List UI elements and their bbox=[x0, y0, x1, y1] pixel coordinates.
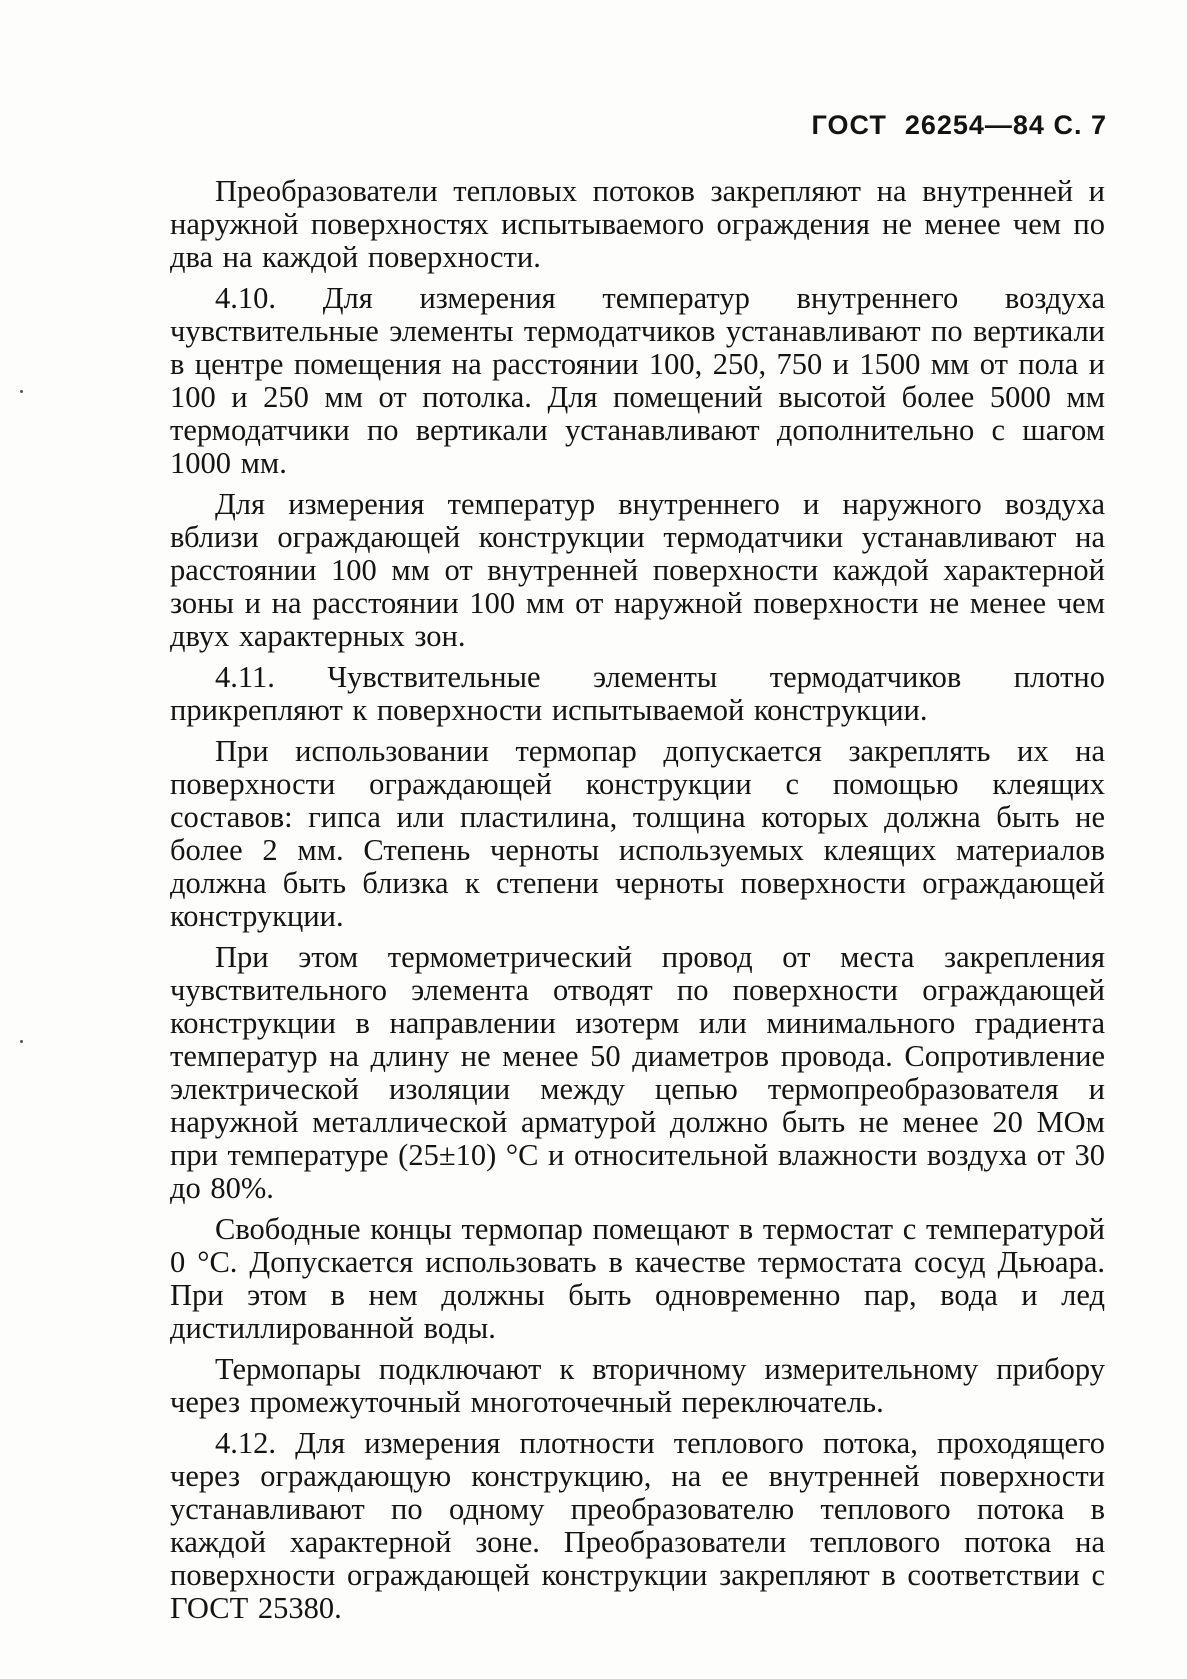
document-body bbox=[170, 175, 1105, 1633]
page-number: С. 7 bbox=[1053, 110, 1107, 140]
paragraph-4-10: 4.10. Для измерения температур внутреннего воздуха чувствительные элементы термодатчиков устанавливают по вертикали в центре помещения на расстоянии 100, 250, 750 и 1500 мм от пола и 100 и 250 мм от потолка. Для помещений высотой более 5000 мм термодатчики по вертикали устанавливают дополнительно с шагом 1000 мм. bbox=[170, 281, 1105, 480]
paragraph-4-12: 4.12. Для измерения плотности теплового потока, проходящего через ограждающую конструкцию, на ее внутренней поверхности устанавливают по одному преобразователю теплового потока в каждой характерной зоне. Преобразователи теплового потока на поверхности ограждающей конструкции закрепляют в соответствии с ГОСТ 25380. bbox=[170, 1426, 1105, 1625]
standard-number: 26254—84 bbox=[904, 110, 1045, 140]
paragraph-switch: Термопары подключают к вторичному измерительному прибору через промежуточный многоточечный переключатель. bbox=[170, 1352, 1105, 1419]
paragraph-thermocouple-fixing: При использовании термопар допускается закреплять их на поверхности ограждающей конструкции с помощью клеящих составов: гипса или пластилина, толщина которых должна быть не более 2 мм. Степень черноты используемых клеящих материалов должна быть близка к степени черноты поверхности ограждающей конструкции. bbox=[170, 734, 1105, 933]
standard-label: ГОСТ bbox=[811, 110, 887, 140]
scan-speck bbox=[20, 1040, 23, 1043]
paragraph-heat-flux-converters: Преобразователи тепловых потоков закрепляют на внутренней и наружной поверхностях испытываемого ограждения не менее чем по два на каждой поверхности. bbox=[170, 174, 1105, 274]
paragraph-air-near-enclosure: Для измерения температур внутреннего и наружного воздуха вблизи ограждающей конструкции термодатчики устанавливают на расстоянии 100 мм от внутренней поверхности каждой характерной зоны и на расстоянии 100 мм от наружной поверхности не менее чем двух характерных зон. bbox=[170, 487, 1105, 653]
page-header bbox=[812, 110, 1107, 141]
scan-speck bbox=[20, 390, 23, 393]
paragraph-4-11: 4.11. Чувствительные элементы термодатчиков плотно прикрепляют к поверхности испытываемой конструкции. bbox=[170, 660, 1105, 727]
paragraph-thermometric-wire: При этом термометрический провод от места закрепления чувствительного элемента отводят по поверхности ограждающей конструкции в направлении изотерм или минимального градиента температур на длину не менее 50 диаметров провода. Сопротивление электрической изоляции между цепью термопреобразователя и наружной металлической арматурой должно быть не менее 20 МОм при температуре (25±10) °С и относительной влажности воздуха от 30 до 80%. bbox=[170, 940, 1105, 1205]
paragraph-thermostat: Свободные концы термопар помещают в термостат с температурой 0 °С. Допускается использовать в качестве термостата сосуд Дьюара. При этом в нем должны быть одновременно пар, вода и лед дистиллированной воды. bbox=[170, 1212, 1105, 1345]
